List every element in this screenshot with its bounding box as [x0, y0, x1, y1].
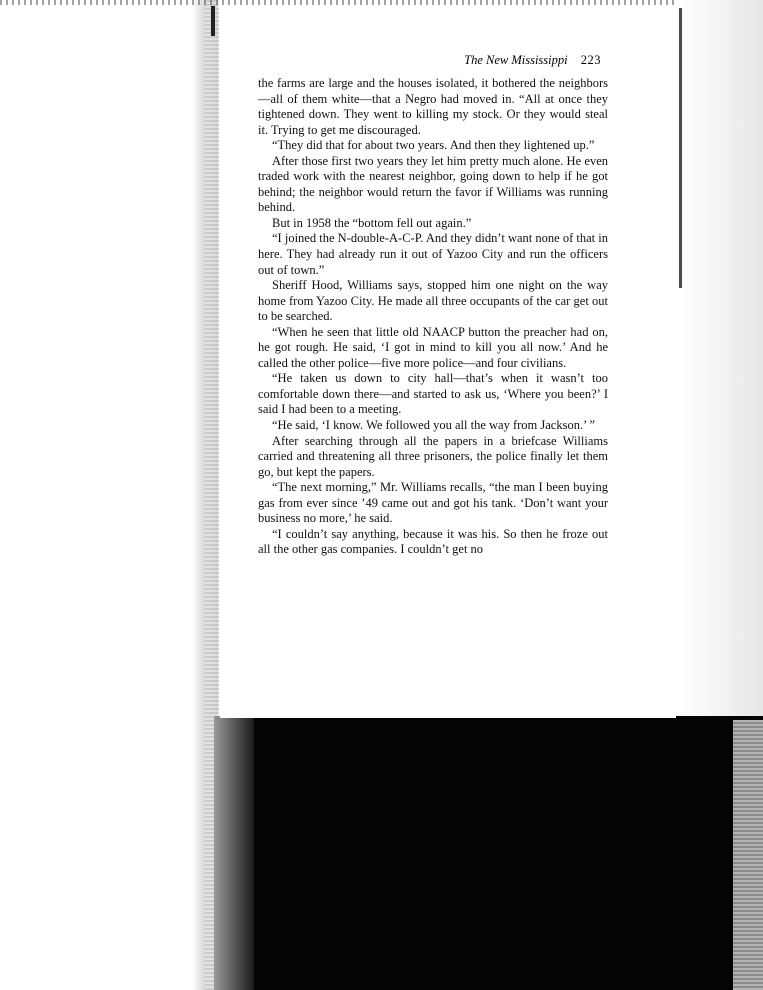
scan-background-left	[0, 0, 218, 990]
paragraph: “The next morning,” Mr. Williams recalls, “the man I been buying gas from ever since ’49 came out and got his tank. ‘Don’t want your business no more,’ he said.	[258, 480, 608, 526]
running-head	[220, 52, 601, 68]
paragraph: But in 1958 the “bottom fell out again.”	[272, 215, 472, 230]
paragraph: “He said, ‘I know. We followed you all the way from Jackson.’ ”	[272, 418, 595, 433]
running-head-title: The New Mississippi	[464, 53, 568, 67]
scan-edge-strip	[733, 720, 763, 990]
paragraph: “I joined the N-double-A-C-P. And they didn’t want none of that in here. They had already run it out of Yazoo City and run the officers out of town.”	[258, 231, 608, 277]
scan-top-border	[0, 0, 763, 5]
paragraph: After searching through all the papers in a briefcase Williams carried and threatening all three prisoners, the police finally let them go, but kept the papers.	[258, 433, 608, 479]
paragraph: “When he seen that little old NAACP button the preacher had on, he got rough. He said, ‘I got in mind to kill you all now.’ And he called the other police—five more police—and four civilians.	[258, 324, 608, 370]
paragraph: After those first two years they let him pretty much alone. He even traded work with the nearest neighbor, going down to help if he got behind; the neighbor would return the favor if Williams was running behind.	[258, 153, 608, 215]
page-number: 223	[580, 53, 601, 67]
scan-background-right	[676, 0, 763, 725]
paragraph: “He taken us down to city hall—that’s when it wasn’t too comfortable down there—and started to ask us, ‘Where you been?’ I said I had been to a meeting.	[258, 371, 608, 417]
body-text	[258, 76, 608, 558]
paragraph: “They did that for about two years. And then they lightened up.”	[272, 138, 595, 153]
binding-mark	[211, 6, 215, 36]
paragraph: “I couldn’t say anything, because it was his. So then he froze out all the other gas companies. I couldn’t get no	[258, 526, 608, 557]
paragraph: the farms are large and the houses isolated, it bothered the neighbors—all of them white—that a Negro had moved in. “All at once they tightened down. They went to killing my stock. Or they would steal it. Trying to get me discouraged.	[258, 76, 608, 137]
scan-background-bottom	[214, 716, 763, 990]
book-page	[220, 6, 676, 718]
paragraph: Sheriff Hood, Williams says, stopped him one night on the way home from Yazoo City. He made all three occupants of the car get out to be searched.	[258, 278, 608, 324]
